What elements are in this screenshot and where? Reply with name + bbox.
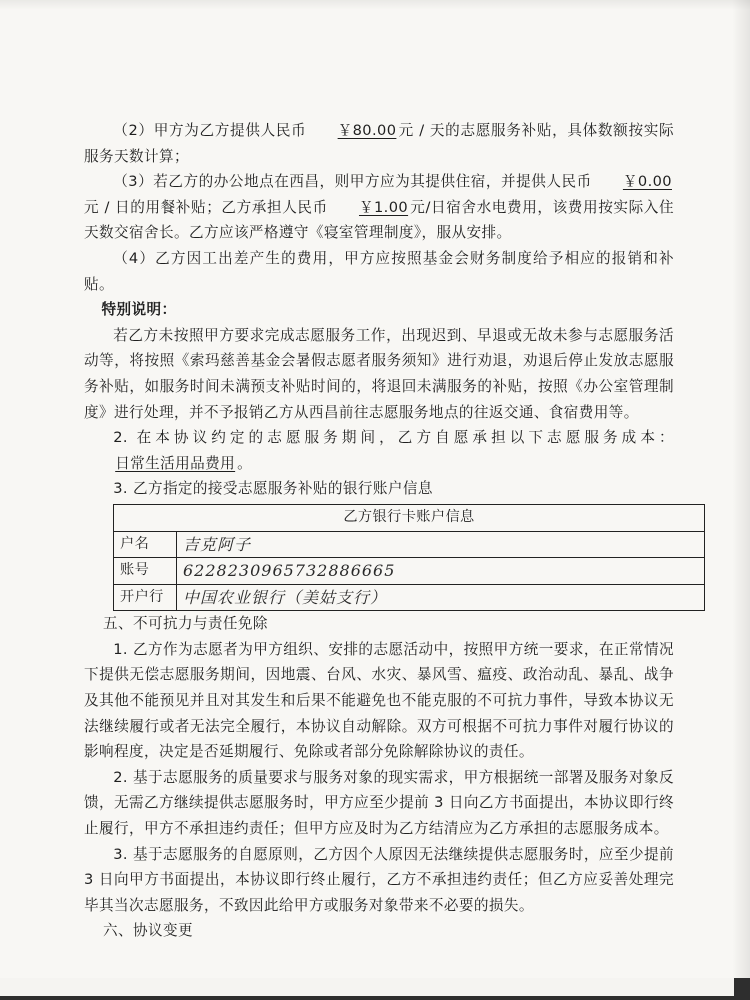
section-5-item-3: 3. 基于志愿服务的自愿原则，乙方因个人原因无法继续提供志愿服务时，应至少提前 3 日向甲方书面提出，本协议即行终止履行，乙方不承担违约责任；但乙方应妥善处理完毕其当次志愿服务，不致因此给甲方或服务对象带来不必要的损失。 <box>84 845 674 914</box>
table-row <box>114 531 705 558</box>
para-subsidy-suffix: 元 / 天的志愿服务补贴，具体数额按实际服务天数计算； <box>84 122 674 165</box>
account-name-label: 户名 <box>114 531 177 558</box>
meal-subsidy-amount: ￥0.00 <box>622 173 672 191</box>
utility-fee-amount: ￥1.00 <box>358 198 409 216</box>
subsidy-amount: ￥80.00 <box>337 122 397 139</box>
table-row <box>114 584 705 611</box>
account-name-value: 吉克阿子 <box>177 531 705 558</box>
scan-shadow-top <box>0 0 750 10</box>
item-2-prefix: 2. 在本协议约定的志愿服务期间，乙方自愿承担以下志愿服务成本： <box>113 429 674 447</box>
section-5-title: 五、不可抗力与责任免除 <box>102 615 268 633</box>
section-5-item-2: 2. 基于志愿服务的质量要求与服务对象的现实需求，甲方根据统一部署及服务对象反馈，无需乙方继续提供志愿服务时，甲方应至少提前 3 日向乙方书面提出，本协议即行终止履行，甲方不承担违约责任；但甲方应及时为乙方结清应为乙方承担的志愿服务成本。 <box>84 768 674 838</box>
section-5-item-1: 1. 乙方作为志愿者为甲方组织、安排的志愿活动中，按照甲方统一要求，在正常情况下提供无偿志愿服务期间，因地震、台风、水灾、暴风雪、瘟疫、政治动乱、暴乱、战争及其他不能预见并且对其发生和后果不能避免也不能克服的不可抗力事件，导致本协议无法继续履行或者无法完全履行，本协议自动解除。双方可根据不可抗力事件对履行协议的影响程度，决定是否延期履行、免除或者部分免除解除协议的责任。 <box>84 640 674 761</box>
para-travel: （4）乙方因工出差产生的费用，甲方应按照基金会财务制度给予相应的报销和补贴。 <box>84 249 674 293</box>
account-number-label: 账号 <box>114 558 177 585</box>
para-accommodation-prefix: （3）若乙方的办公地点在西昌，则甲方应为其提供住宿，并提供人民币 <box>113 173 592 191</box>
table-row <box>114 558 705 585</box>
document-body <box>84 118 674 944</box>
para-accommodation-mid: 元 / 日的用餐补贴；乙方承担人民币 <box>84 198 328 216</box>
item-2-fill: 日常生活用品费用 <box>115 454 236 472</box>
para-subsidy-prefix: （2）甲方为乙方提供人民币 <box>113 122 307 139</box>
scan-bottom-paper <box>0 978 734 996</box>
section-6-title: 六、协议变更 <box>102 922 193 940</box>
bank-table-header: 乙方银行卡账户信息 <box>114 504 705 531</box>
para-subsidy <box>84 118 674 169</box>
para-accommodation <box>84 169 674 246</box>
item-3: 3. 乙方指定的接受志愿服务补贴的银行账户信息 <box>113 480 433 498</box>
account-number-value: 6228230965732886665 <box>177 558 705 585</box>
bank-branch-value: 中国农业银行（美姑支行） <box>177 584 705 611</box>
bank-account-table <box>113 504 705 611</box>
special-title: 特别说明： <box>101 301 177 319</box>
scan-shadow-right <box>732 0 750 1000</box>
para-accommodation-suffix: 元/日宿舍水电费用，该费用按实际入住天数交宿舍长。乙方应该严格遵守《寝室管理制度》，服从安排。 <box>84 198 674 242</box>
special-body: 若乙方未按照甲方要求完成志愿服务工作，出现迟到、早退或无故未参与志愿服务活动等，将按照《索玛慈善基金会暑假志愿者服务须知》进行劝退，劝退后停止发放志愿服务补贴，如服务时间未满预支补贴时间的，将退回未满服务的补贴，按照《办公室管理制度》进行处理，并不予报销乙方从西昌前往志愿服务地点的往返交通、食宿费用等。 <box>84 326 674 421</box>
item-2 <box>84 425 674 476</box>
bank-branch-label: 开户行 <box>114 584 177 611</box>
item-2-suffix: 。 <box>237 454 253 472</box>
